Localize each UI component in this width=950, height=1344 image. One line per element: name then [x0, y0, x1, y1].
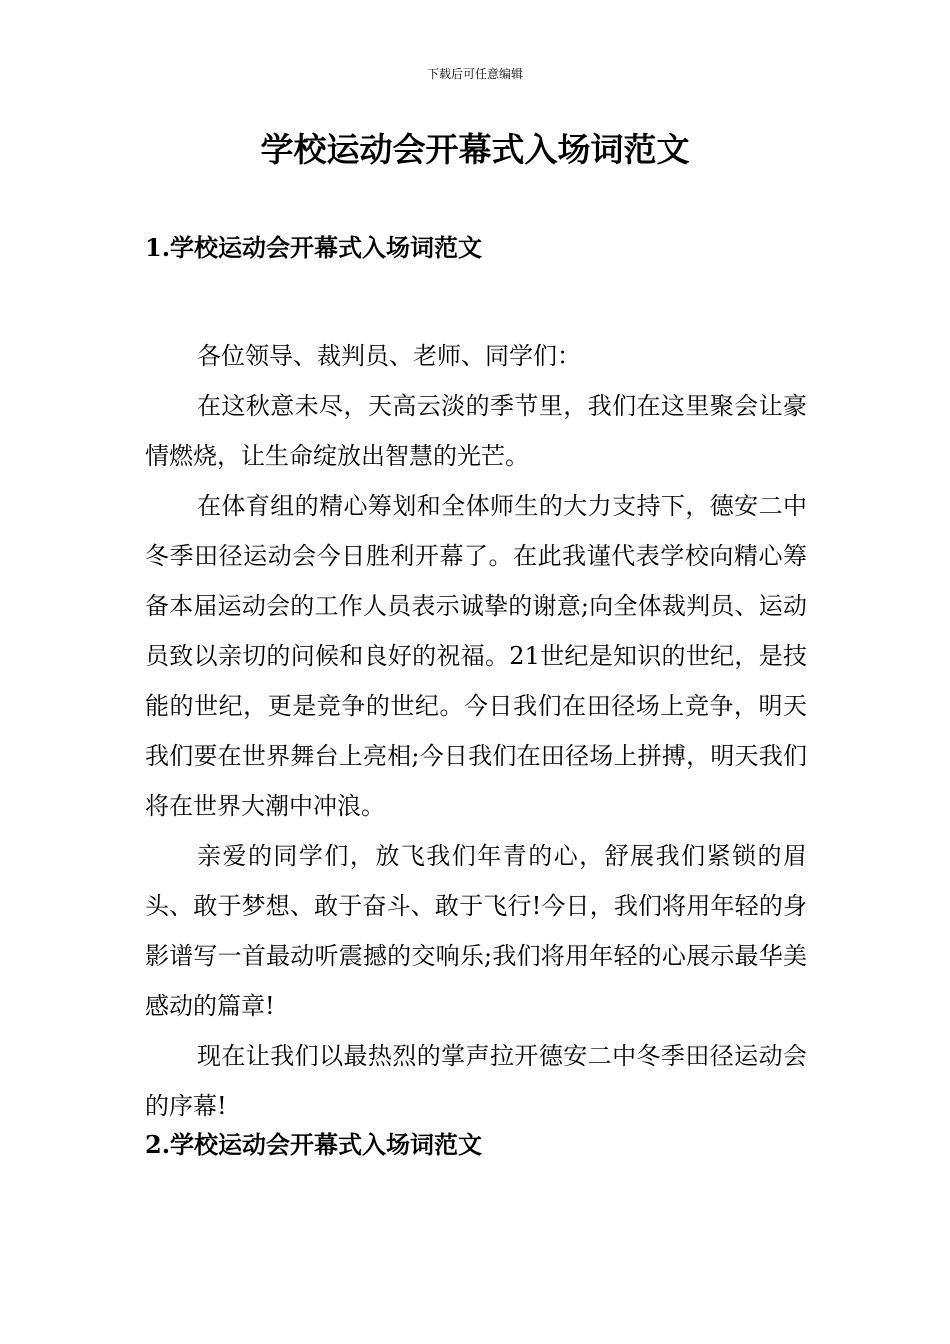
paragraph-main: 在体育组的精心筹划和全体师生的大力支持下，德安二中冬季田径运动会今日胜利开幕了。在此我谨代表学校向精心筹备本届运动会的工作人员表示诚挚的谢意;向全体裁判员、运动员致以亲切的问候和良好的祝福。21世纪是知识的世纪，是技能的世纪，更是竞争的世纪。今日我们在田径场上竞争，明天我们要在世界舞台上亮相;今日我们在田径场上拼搏，明天我们将在世界大潮中冲浪。 — [145, 492, 807, 820]
paragraph-appeal: 亲爱的同学们，放飞我们年青的心，舒展我们紧锁的眉头、敢于梦想、敢于奋斗、敢于飞行!今日，我们将用年轻的身影谱写一首最动听震撼的交响乐;我们将用年轻的心展示最华美感动的篇章! — [145, 842, 807, 1020]
header-note: 下载后可任意编辑 — [426, 67, 523, 81]
paragraph-closing: 现在让我们以最热烈的掌声拉开德安二中冬季田径运动会的序幕! — [145, 1042, 807, 1120]
section-heading-1: 1.学校运动会开幕式入场词范文 — [145, 233, 483, 262]
document-title: 学校运动会开幕式入场词范文 — [260, 130, 690, 169]
body-text — [145, 331, 807, 1131]
paragraph-opening: 在这秋意未尽，天高云淡的季节里，我们在这里聚会让豪情燃烧，让生命绽放出智慧的光芒。 — [145, 392, 807, 470]
section-heading-2: 2.学校运动会开幕式入场词范文 — [145, 1130, 483, 1159]
salutation: 各位领导、裁判员、老师、同学们： — [197, 342, 581, 370]
